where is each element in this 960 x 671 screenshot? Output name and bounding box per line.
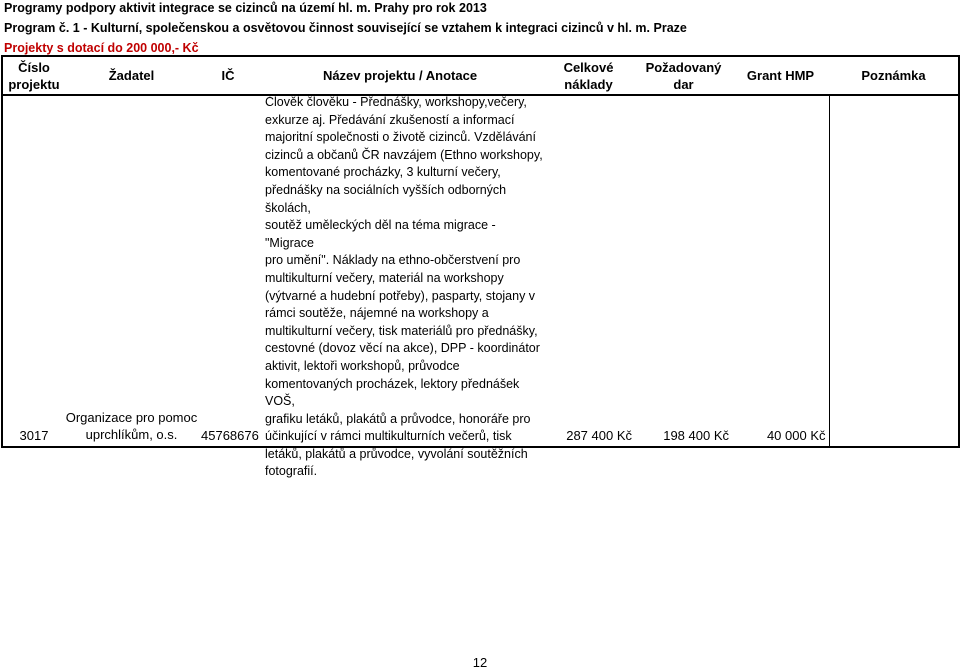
header-celkove-naklady: Celkové náklady [542, 56, 635, 95]
header-cislo-projektu: Číslo projektu [2, 56, 65, 95]
cell-grant-hmp: 40 000 Kč [732, 95, 829, 447]
cell-cislo-projektu: 3017 [2, 95, 65, 447]
header-pozadovany-dar: Požadovaný dar [635, 56, 732, 95]
program-title: Program č. 1 - Kulturní, společenskou a osvětovou činnost související se vztahem k integraci cizinců v hl. m. Praze [4, 21, 687, 35]
header-ic: IČ [198, 56, 258, 95]
projects-table-area [1, 55, 958, 479]
header-grant-hmp: Grant HMP [732, 56, 829, 95]
cell-pozadovany-dar: 198 400 Kč [635, 95, 732, 447]
cell-celkove-naklady: 287 400 Kč [542, 95, 635, 447]
document-title: Programy podpory aktivit integrace se cizinců na území hl. m. Prahy pro rok 2013 [4, 1, 487, 15]
cell-poznamka [829, 95, 959, 447]
project-annotation: Člověk člověku - Přednášky, workshopy,večery, exkurze aj. Předávání zkušeností a informací majoritní společnosti o životě cizinců. Vzdělávání cizinců a občanů ČR navzájem (Ethno workshopy, komentované procházky, 3 kulturní večery, přednášky na sociálních vyšších odborných školách, soutěž uměleckých děl na téma migrace - "Migrace pro umění". Náklady na ethno-občerstvení pro multikulturní večery, materiál na workshopy (výtvarné a hudební potřeby), pasparty, stojany v rámci soutěže, nájemné na workshopy a multikulturní večery, tisk materiálů pro přednášky, cestovné (dovoz věcí na akce), DPP - koordinátor aktivit, lektoři workshopů, průvodce komentovaných procházek, lektory přednášek VOŠ, grafiku letáků, plakátů a průvodce, honoráře pro účinkující v rámci multikulturních večerů, tisk letáků, plakátů a průvodce, vyvolání soutěžních fotografií. [265, 95, 543, 479]
header-nazev-projektu: Název projektu / Anotace [258, 56, 542, 95]
category-title: Projekty s dotací do 200 000,- Kč [4, 41, 199, 55]
page-number: 12 [472, 655, 488, 670]
header-zadatel: Žadatel [65, 56, 198, 95]
header-poznamka: Poznámka [829, 56, 959, 95]
table-header-row [2, 56, 959, 95]
cell-zadatel: Organizace pro pomoc uprchlíkům, o.s. [65, 95, 198, 447]
cell-ic: 45768676 [198, 95, 258, 447]
